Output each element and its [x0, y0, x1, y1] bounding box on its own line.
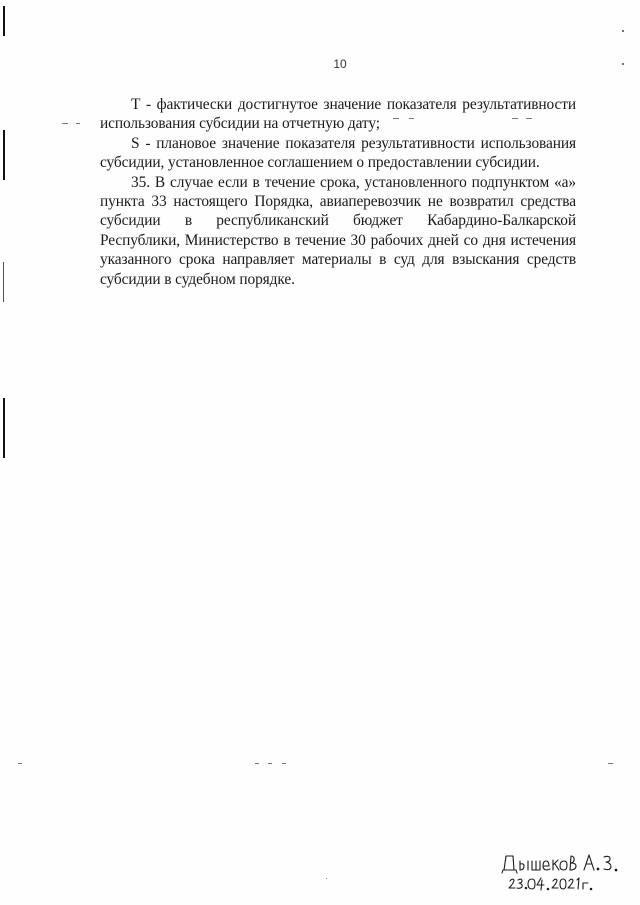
- scan-edge-mark: [3, 398, 5, 458]
- paragraph-35: 35. В случае если в течение срока, установленного подпунктом «а» пункта 33 настоящего Порядка, авиаперевозчик не возвратил средства субсидии в республиканский бюджет Кабардино-Балкарской Республики, Министерство в течение 30 рабочих дней со дня истечения указанного срока направляет материалы в суд для взыскания средств субсидии в судебном порядке.: [100, 173, 576, 288]
- scan-artifact: [608, 763, 613, 764]
- scan-artifact: [282, 763, 286, 764]
- scan-edge-mark: [3, 130, 5, 180]
- scan-artifact: [18, 763, 22, 764]
- scan-artifact: [255, 763, 259, 764]
- scan-artifact: [268, 763, 272, 764]
- document-body: [100, 95, 576, 289]
- scan-artifact: [62, 123, 68, 124]
- paragraph-t-definition: Т - фактически достигнутое значение показателя результативности использования субсидии на отчетную дату;: [100, 96, 576, 133]
- scan-artifact: [76, 123, 80, 124]
- signature-drawing: [500, 848, 640, 900]
- handwritten-signature: [500, 848, 640, 900]
- scan-edge-mark: [3, 6, 5, 36]
- paragraph-s-definition: S - плановое значение показателя результативности использования субсидии, установленное соглашением о предоставлении субсидии.: [100, 134, 576, 172]
- scan-artifact: [622, 30, 624, 32]
- scan-artifact: [326, 878, 327, 879]
- page-number: 10: [333, 57, 347, 71]
- scan-edge-mark: [3, 262, 4, 302]
